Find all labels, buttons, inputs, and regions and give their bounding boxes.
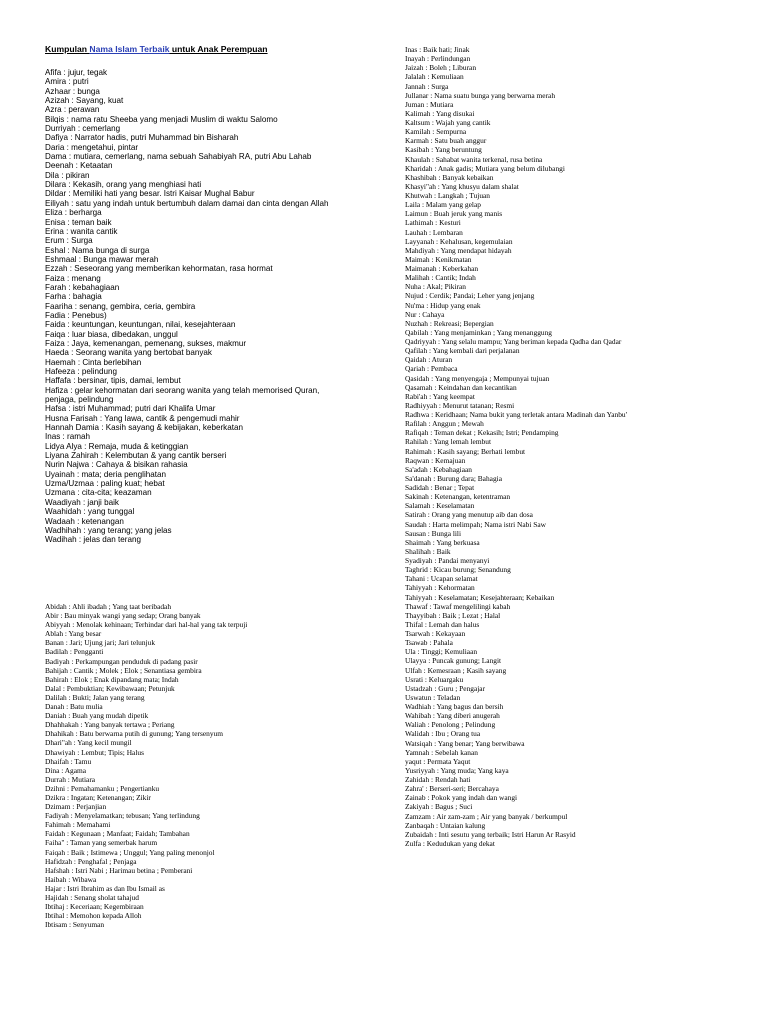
name-entry: Uyainah : mata; deria penglihatan [45, 469, 167, 479]
name-entry: Nu'ma : Hidup yang enak [405, 300, 481, 310]
name-entry: Wadhihah : yang terang; yang jelas [45, 525, 172, 535]
name-entry: Eliza : berharga [45, 208, 102, 218]
name-entry: Khashibah : Banyak kebaikan [405, 172, 494, 182]
name-entry: Lidya Alya : Remaja, muda & ketinggian [45, 441, 189, 451]
name-entry: Kalimah : Yang disukai [405, 108, 475, 118]
name-entry: Khutwah : Langkah ; Tujuan [405, 191, 490, 200]
name-entry: Zanbaqah : Untaian kalung [405, 820, 486, 830]
name-entry: Abir : Bau minyak wangi yang sedap; Orang banyak [45, 611, 201, 621]
name-entry: Qaidah : Aturan [405, 355, 453, 365]
title-suffix: untuk Anak Perempuan [169, 44, 268, 54]
name-entry: Dalilah : Bukti; Jalan yang terang [45, 692, 145, 702]
name-entry: Bahirah : Elok ; Enak dipandang mata; Indah [45, 674, 179, 684]
name-entry: Thawaf : Tawaf mengelilingi kabah [405, 601, 511, 611]
name-entry: Radhiyyah : Menurut tatanan; Resmi [405, 400, 515, 410]
name-entry: Rahimah : Kasih sayang; Berhati lembut [405, 446, 526, 456]
name-entry: Hafshah : Istri Nabi ; Harimau betina ; Pemberani [45, 865, 193, 875]
name-entry: Dalal : Pembuktian; Kewibawaan; Petunjuk [45, 683, 175, 693]
name-entry: Waadiyah : janji baik [45, 497, 119, 507]
name-entry: Faidah : Kegunaan ; Manfaat; Faidah; Tambahan [45, 829, 190, 839]
name-entry: Zulfa : Kedudukan yang dekat [405, 838, 495, 848]
name-entry: Mahdiyah : Yang mendapat hidayah [405, 245, 512, 255]
name-entry: Ula : Tinggi; Kemuliaan [405, 647, 478, 657]
name-entry: Uzma/Uzmaa : paling kuat; hebat [45, 479, 165, 489]
name-entry: Qadriyyah : Yang selalu mampu; Yang beriman kepada Qadha dan Qadar [405, 337, 622, 346]
name-list-serif-right [405, 45, 627, 848]
name-entry: Wahibah : Yang diberi anugerah [405, 711, 500, 721]
name-entry: Kharidah : Anak gadis; Mutiara yang belum dilubangi [405, 163, 565, 173]
name-entry: Zakiyah : Bagus ; Suci [405, 802, 473, 812]
name-entry: Ibtihaj : Keceriaan; Kegembiraan [45, 902, 144, 912]
name-entry: penjaga, pelindung [45, 395, 114, 405]
name-entry: Hannah Damia : Kasih sayang & kebijakan, keberkatan [45, 423, 243, 433]
name-entry: Layyanah : Kehalusan, kegemulaian [405, 236, 513, 246]
name-entry: Faiqah : Baik ; Istimewa ; Unggul; Yang paling menonjol [45, 847, 215, 857]
name-entry: Kamilah : Sempurna [405, 127, 467, 137]
name-entry: Erina : wanita cantik [45, 226, 118, 236]
name-entry: Wadaah : ketenangan [45, 516, 124, 526]
title-prefix: Kumpulan [45, 44, 90, 54]
name-entry: Wadihah : jelas dan terang [45, 535, 141, 545]
name-entry: Yusriyyah : Yang muda; Yang kaya [405, 765, 509, 775]
name-entry: Enisa : teman baik [45, 217, 112, 227]
name-entry: Jaizah : Boleh ; Liburan [405, 63, 477, 73]
name-entry: Haemah : Cinta berlebihan [45, 357, 142, 367]
name-entry: Badilah : Pengganti [45, 647, 104, 657]
name-entry: Taghrid : Kicau burung; Senandung [405, 565, 511, 575]
name-entry: Ablah : Yang besar [45, 629, 102, 639]
name-entry: Walidah : Ibu ; Orang tua [405, 729, 481, 739]
name-entry: Raqwan : Kemajuan [405, 455, 466, 465]
name-entry: Abidah : Ahli ibadah ; Yang taat beribadah [45, 602, 172, 611]
name-entry: Dzimam : Perjanjian [45, 802, 107, 812]
name-entry: Fadiyah : Menyelamatkan; tebusan; Yang terlindung [45, 811, 200, 821]
name-entry: Dila : pikiran [45, 170, 90, 180]
name-entry: Rafiqah : Teman dekat ; Kekasih; Istri; Pendamping [405, 428, 559, 438]
document-title [45, 44, 268, 55]
name-entry: Ulayya : Puncak gunung; Langit [405, 656, 502, 666]
name-entry: Nujud : Cerdik; Pandai; Leher yang jenjang [405, 291, 535, 301]
name-entry: Ezzah : Seseorang yang memberikan kehormatan, rasa hormat [45, 264, 273, 274]
name-entry: Sakinah : Ketenangan, ketentraman [405, 492, 511, 502]
name-entry: Inas : ramah [45, 432, 90, 442]
name-entry: Husna Farisah : Yang lawa, cantik & pengemudi mahir [45, 413, 240, 423]
name-entry: Qasidah : Yang menyengaja ; Mempunyai tujuan [405, 373, 550, 383]
name-entry: Satirah : Orang yang menutup aib dan dosa [405, 510, 533, 520]
name-entry: Daniah : Buah yang mudah dipetik [45, 711, 149, 721]
name-entry: Waahidah : yang tunggal [45, 507, 135, 517]
name-entry: Dzikra : Ingatan; Ketenangan; Zikir [45, 792, 151, 802]
name-entry: Hafidzah : Penghafal ; Penjaga [45, 856, 137, 866]
name-entry: Ulfah : Kemesraan ; Kasih sayang [405, 665, 507, 675]
name-entry: Juman : Mutiara [405, 99, 454, 109]
title-link[interactable]: Nama Islam Terbaik [89, 44, 170, 54]
name-entry: Azizah : Sayang, kuat [45, 96, 124, 106]
name-entry: Zamzam : Air zam-zam ; Air yang banyak / berkumpul [405, 811, 568, 821]
name-entry: Dildar : Memiliki hati yang besar. Istri Kaisar Mughal Babur [45, 189, 255, 199]
name-entry: Qabilah : Yang menjaminkan ; Yang menanggung [405, 327, 552, 337]
name-entry: Bilqis : nama ratu Sheeba yang menjadi Muslim di waktu Salomo [45, 114, 278, 124]
name-entry: Faiza : Jaya, kemenangan, pemenang, sukses, makmur [45, 338, 247, 348]
name-entry: Watsiqah : Yang benar; Yang berwibawa [405, 738, 525, 748]
name-entry: Danah : Batu mulia [45, 702, 103, 712]
name-entry: Durriyah : cemerlang [45, 124, 121, 134]
name-entry: Haffafa : bersinar, tipis, damai, lembut [45, 376, 181, 386]
name-entry: Nuzhah : Rekreasi; Bepergian [405, 318, 494, 328]
name-entry: Nurin Najwa : Cahaya & bisikan rahasia [45, 460, 188, 470]
name-entry: Bahijah : Cantik ; Molek ; Elok ; Senantiasa gembira [45, 665, 202, 675]
name-entry: Sausan : Bunga lili [405, 528, 462, 538]
name-entry: Dhaifah : Tamu [45, 756, 92, 766]
name-entry: Thifal : Lemah dan halus [405, 619, 480, 629]
name-entry: Hajidah : Senang sholat tahajud [45, 893, 140, 902]
name-entry: Hafsa : istri Muhammad; putri dari Khalifa Umar [45, 404, 216, 414]
name-entry: Inayah : Perlindungan [405, 54, 471, 64]
name-list-sans [45, 68, 328, 545]
name-entry: Kaltsum : Wajah yang cantik [405, 118, 491, 127]
name-entry: Sadidah : Benar ; Tepat [405, 483, 475, 492]
name-entry: Haibah : Wibawa [45, 874, 97, 884]
name-entry: Amira : putri [45, 77, 89, 87]
name-entry: Erum : Surga [45, 236, 93, 246]
name-entry: Faiza : menang [45, 273, 101, 283]
name-entry: Liyana Zahirah : Kelembutan & yang cantik berseri [45, 451, 227, 461]
name-entry: Khaulah : Sahabat wanita terkenal, rusa betina [405, 154, 543, 164]
name-entry: Lauhah : Lembaran [405, 227, 463, 237]
name-entry: Abiyyah : Menolak kehinaan; Terhindar dari hal-hal yang tak terpuji [45, 620, 248, 630]
name-entry: Jullanar : Nama suatu bunga yang berwarna merah [405, 90, 556, 100]
name-entry: Farah : kebahagiaan [45, 282, 120, 292]
name-entry: Ibtihal : Memohon kepada Alloh [45, 911, 142, 921]
name-entry: Haeda : Seorang wanita yang bertobat banyak [45, 348, 212, 358]
name-entry: Faiqa : luar biasa, dibedakan, unggul [45, 329, 178, 339]
name-entry: Dhawiyah : Lembut; Tipis; Halus [45, 747, 144, 757]
name-entry: Dhahikah : Batu berwarna putih di gunung; Yang tersenyum [45, 729, 223, 739]
name-entry: Qafilah : Yang kembali dari perjalanan [405, 346, 520, 356]
name-entry: Dilara : Kekasih, orang yang menghiasi hati [45, 180, 202, 190]
name-entry: Karmah : Satu buah anggur [405, 136, 487, 146]
name-entry: Syadiyah : Pandai menyanyi [405, 556, 490, 565]
name-entry: Shaimah : Yang berkuasa [405, 537, 480, 547]
name-entry: Qasamah : Keindahan dan kecantikan [405, 382, 517, 392]
name-entry: Qariah : Pembaca [405, 364, 458, 374]
name-entry: Laimun : Buah jeruk yang manis [405, 209, 503, 219]
name-entry: Daria : mengetahui, pintar [45, 142, 139, 152]
name-entry: Uzmana : cita-cita; keazaman [45, 488, 152, 498]
name-entry: Banan : Jari; Ujung jari; Jari telunjuk [45, 638, 156, 648]
name-entry: Maimah : Kenikmatan [405, 254, 472, 264]
name-entry: Thayyibah : Baik ; Lezat ; Halal [405, 610, 501, 620]
name-entry: Nur : Cahaya [405, 309, 445, 319]
name-entry: Hafeeza : pelindung [45, 367, 117, 376]
name-entry: Khasyi"ah : Yang khusyu dalam shalat [405, 181, 519, 191]
name-entry: Dafiya : Narrator hadis, putri Muhammad bin Bisharah [45, 133, 239, 143]
name-entry: Jalalah : Kemuliaan [405, 72, 464, 82]
name-entry: Azhaar : bunga [45, 86, 100, 96]
name-entry: Inas : Baik hati; Jinak [405, 45, 470, 54]
name-entry: Tahiyyah : Keselamatan; Kesejahteraan; Kebaikan [405, 592, 555, 602]
name-entry: Tahiyyah : Kehormatan [405, 583, 475, 593]
name-entry: Wadhiah : Yang bagus dan bersih [405, 702, 504, 711]
name-entry: Deenah : Ketaatan [45, 161, 113, 171]
name-entry: Fahimah : Memahami [45, 820, 111, 830]
name-entry: Ustadzah : Guru ; Pengajar [405, 683, 486, 693]
name-entry: Faida : keuntungan, keuntungan, nilai, kesejahteraan [45, 320, 236, 330]
name-entry: Nuha : Akal; Pikiran [405, 282, 466, 292]
name-entry: Tahani : Ucapan selamat [405, 574, 478, 584]
name-entry: Malihah : Cantik; Indah [405, 273, 476, 283]
name-entry: Laila : Malam yang gelap [405, 200, 481, 210]
name-entry: Fadia : Penebus) [45, 310, 107, 320]
name-entry: yaqut : Permata Yaqut [405, 756, 471, 766]
name-entry: Dama : mutiara, cemerlang, nama sebuah Sahabiyah RA, putri Abu Lahab [45, 152, 312, 162]
name-entry: Afifa : jujur, tegak [45, 68, 108, 77]
name-entry: Lathimah : Kesturi [405, 218, 461, 228]
name-entry: Eshal : Nama bunga di surga [45, 245, 150, 255]
name-entry: Waliah : Penolong ; Pelindung [405, 720, 496, 730]
name-entry: Dhahhakah : Yang banyak tertawa ; Periang [45, 720, 175, 730]
name-entry: Eiliyah : satu yang indah untuk bertumbuh dalam damai dan cinta dengan Allah [45, 198, 329, 208]
name-entry: Shalihah : Baik [405, 546, 451, 556]
name-entry: Sa'danah : Burung dara; Bahagia [405, 473, 502, 483]
name-entry: Dzihni : Pemahamanku ; Pengertianku [45, 783, 160, 793]
name-entry: Eshmaal : Bunga mawar merah [45, 254, 159, 264]
name-entry: Ibtisam : Senyuman [45, 920, 105, 930]
name-entry: Faiha" : Taman yang semerbak harum [45, 838, 158, 848]
name-entry: Tsarwah : Kekayaan [405, 629, 466, 638]
name-entry: Usrati : Keluargaku [405, 674, 464, 684]
name-entry: Uswatun : Teladan [405, 692, 461, 702]
name-entry: Zahra' : Berseri-seri; Bercahaya [405, 784, 499, 794]
name-entry: Dhari"ah : Yang kecil mungil [45, 738, 132, 748]
name-entry: Badiyah : Perkampungan penduduk di padang pasir [45, 656, 198, 666]
name-entry: Rabi'ah : Yang keempat [405, 391, 475, 401]
name-entry: Rahilah : Yang lemah lembut [405, 437, 492, 447]
name-entry: Sa'adah : Kebahagiaan [405, 464, 472, 474]
name-entry: Farha : bahagia [45, 292, 102, 302]
name-entry: Jannah : Surga [405, 81, 449, 91]
name-entry: Azra : perawan [45, 105, 100, 115]
name-entry: Zubaidah : Inti sesutu yang terbaik; Istri Harun Ar Rasyid [405, 829, 576, 839]
name-entry: Kasibah : Yang beruntung [405, 145, 482, 155]
name-entry: Radhwa : Keridhaan; Nama bukit yang terletak antara Madinah dan Yanbu' [405, 410, 627, 419]
name-entry: Faariha : senang, gembira, ceria, gembira [45, 301, 196, 311]
name-entry: Maimanah : Keberkahan [405, 264, 479, 273]
name-entry: Hajar : Istri Ibrahim as dan Ibu Ismail as [45, 883, 165, 893]
name-entry: Zainab : Pokok yang indah dan wangi [405, 793, 518, 803]
name-entry: Hafiza : gelar kehormatan dari seorang wanita yang telah memorised Quran, [45, 385, 320, 395]
name-entry: Rafilah : Anggun ; Mewah [405, 419, 484, 429]
name-entry: Durrah : Mutiara [45, 774, 96, 784]
name-entry: Saudah : Harta melimpah; Nama istri Nabi Saw [405, 519, 547, 529]
name-list-serif [45, 602, 247, 929]
name-entry: Yamnah : Sebelah kanan [405, 747, 478, 757]
name-entry: Tsawab : Pahala [405, 638, 453, 648]
name-entry: Zahidah : Rendah hati [405, 775, 471, 784]
name-entry: Salamah : Keselamatan [405, 501, 475, 511]
name-entry: Dina : Agama [45, 765, 87, 775]
